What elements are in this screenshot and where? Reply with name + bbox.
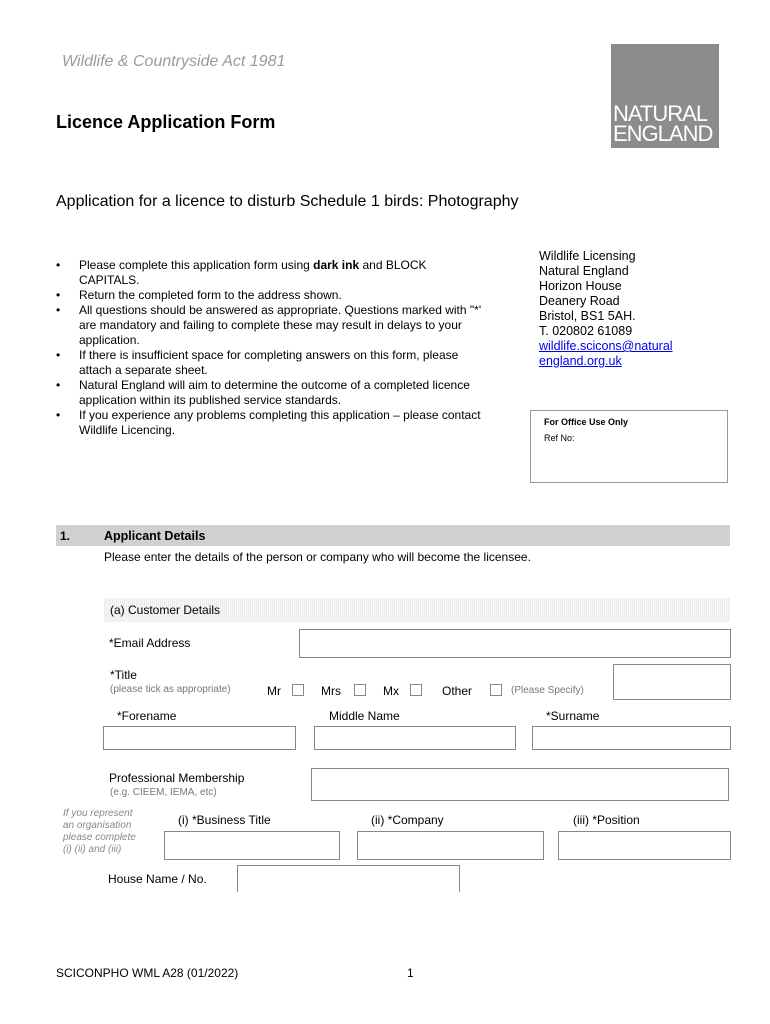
email-link[interactable]: wildlife.scicons@natural bbox=[539, 339, 673, 353]
company-label: (ii) *Company bbox=[371, 813, 444, 827]
section-description: Please enter the details of the person or company who will become the licensee. bbox=[104, 550, 531, 564]
house-name-label: House Name / No. bbox=[108, 872, 207, 886]
instruction-item: • Please complete this application form using dark ink and BLOCK CAPITALS. bbox=[56, 258, 486, 288]
subsection-title: (a) Customer Details bbox=[110, 603, 221, 617]
instructions-list bbox=[56, 258, 486, 438]
mrs-label: Mrs bbox=[321, 684, 341, 698]
position-field[interactable] bbox=[558, 831, 731, 860]
mr-checkbox[interactable] bbox=[292, 684, 304, 696]
membership-label: Professional Membership bbox=[109, 771, 245, 785]
other-hint: (Please Specify) bbox=[511, 685, 584, 696]
address-phone: T. 020802 61089 bbox=[539, 324, 633, 338]
title-hint: (please tick as appropriate) bbox=[110, 684, 231, 695]
title-label: *Title bbox=[110, 668, 137, 682]
mrs-checkbox[interactable] bbox=[354, 684, 366, 696]
address-line: Horizon House bbox=[539, 279, 622, 293]
email-field[interactable] bbox=[299, 629, 731, 658]
membership-field[interactable] bbox=[311, 768, 729, 801]
instruction-emphasis: dark ink bbox=[313, 258, 360, 272]
page-number: 1 bbox=[407, 966, 414, 980]
form-code: SCICONPHO WML A28 (01/2022) bbox=[56, 966, 239, 980]
email-label: *Email Address bbox=[109, 636, 191, 650]
postal-address bbox=[539, 249, 673, 369]
mx-label: Mx bbox=[383, 684, 399, 698]
house-name-field[interactable] bbox=[237, 865, 460, 892]
form-subtitle: Application for a licence to disturb Schedule 1 birds: Photography bbox=[56, 193, 519, 210]
section-number: 1. bbox=[60, 529, 71, 543]
address-line: Bristol, BS1 5AH. bbox=[539, 309, 636, 323]
logo-line-1: NATURAL bbox=[613, 101, 708, 126]
office-use-title: For Office Use Only bbox=[544, 417, 629, 427]
organisation-note: If you represent an organisation please complete (i) (ii) and (iii) bbox=[63, 808, 136, 855]
business-title-label: (i) *Business Title bbox=[178, 813, 271, 827]
forename-field[interactable] bbox=[103, 726, 296, 750]
address-line: Wildlife Licensing bbox=[539, 249, 636, 263]
ref-no-label: Ref No: bbox=[544, 433, 575, 443]
instruction-item: • If there is insufficient space for completing answers on this form, please attach a separate sheet. bbox=[56, 348, 486, 378]
other-label: Other bbox=[442, 684, 473, 698]
surname-label: *Surname bbox=[546, 709, 600, 723]
instruction-item: • All questions should be answered as appropriate. Questions marked with "*' are mandatory and failing to complete these may result in delays to your application. bbox=[56, 303, 486, 348]
instruction-item: • If you experience any problems completing this application – please contact Wildlife Licencing. bbox=[56, 408, 486, 438]
other-checkbox[interactable] bbox=[490, 684, 502, 696]
mx-checkbox[interactable] bbox=[410, 684, 422, 696]
business-title-field[interactable] bbox=[164, 831, 340, 860]
natural-england-logo bbox=[611, 44, 719, 148]
email-link-continued[interactable]: england.org.uk bbox=[539, 354, 622, 368]
address-line: Deanery Road bbox=[539, 294, 620, 308]
office-use-box bbox=[530, 410, 728, 483]
position-label: (iii) *Position bbox=[573, 813, 640, 827]
instruction-item: • Return the completed form to the address shown. bbox=[56, 288, 486, 303]
forename-label: *Forename bbox=[117, 709, 177, 723]
middle-name-label: Middle Name bbox=[329, 709, 400, 723]
middle-name-field[interactable] bbox=[314, 726, 516, 750]
company-field[interactable] bbox=[357, 831, 544, 860]
form-title: Licence Application Form bbox=[56, 112, 276, 132]
act-title: Wildlife & Countryside Act 1981 bbox=[62, 53, 286, 70]
surname-field[interactable] bbox=[532, 726, 731, 750]
mr-label: Mr bbox=[267, 684, 281, 698]
other-title-field[interactable] bbox=[613, 664, 731, 700]
section-title: Applicant Details bbox=[104, 529, 206, 543]
address-line: Natural England bbox=[539, 264, 629, 278]
instruction-item: • Natural England will aim to determine the outcome of a completed licence application within its published service standards. bbox=[56, 378, 486, 408]
logo-line-2: ENGLAND bbox=[613, 121, 713, 146]
membership-hint: (e.g. CIEEM, IEMA, etc) bbox=[110, 787, 217, 798]
